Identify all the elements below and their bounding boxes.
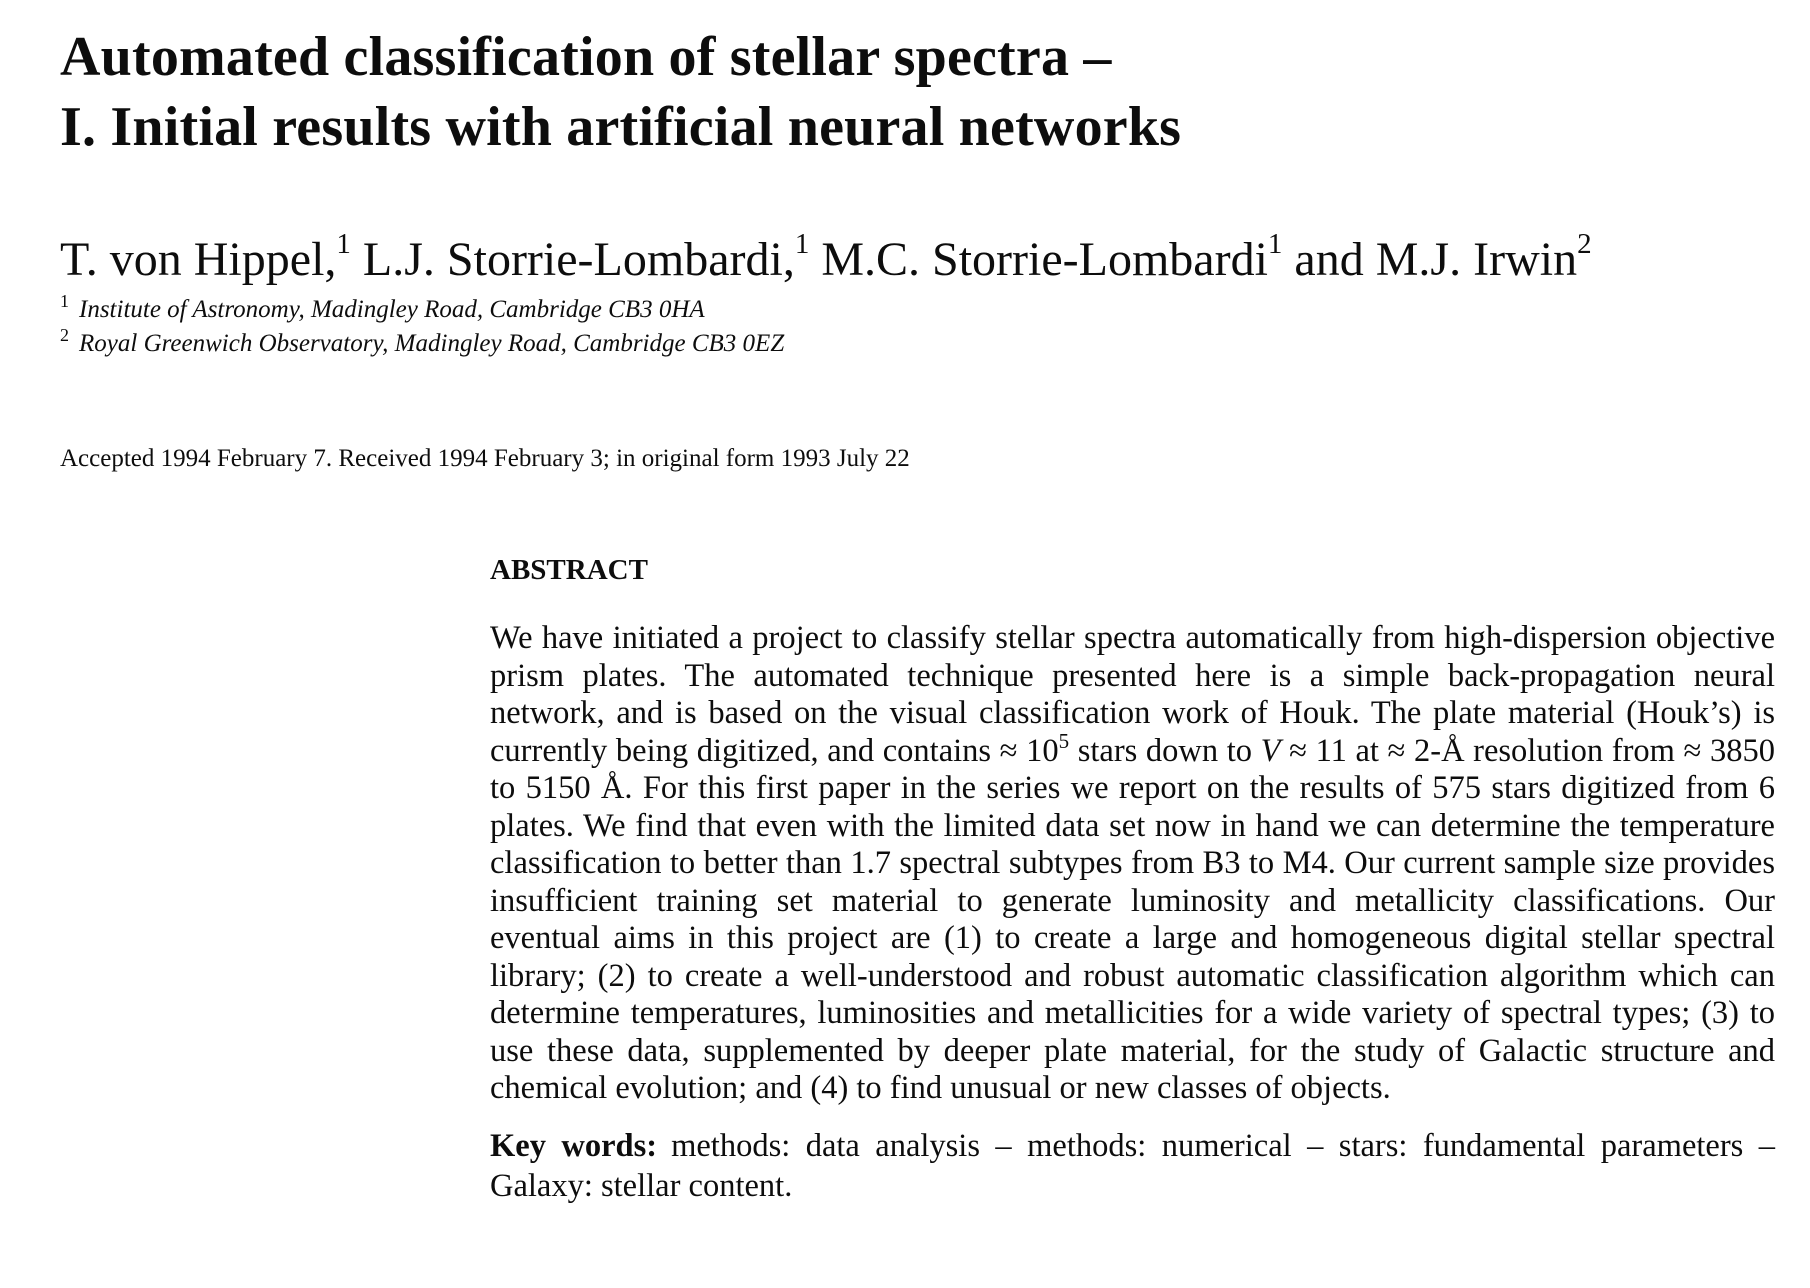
abstract-text-part-3: ≈ 11 at ≈ 2-Å resolution from ≈ 3850 to 5150 Å. For this first paper in the series we report on the results of 575 stars digitized from 6 plates. We find that even with the limited data set now in hand we can determine the temperature classification to better than 1.7 spectral subtypes from B3 to M4. Our current sample size provides insufficient training set material to generate luminosity and metallicity classifications. Our eventual aims in this project are (1) to create a large and homogeneous digital stellar spectral library; (2) to create a well-understood and robust automatic classification algorithm which can determine temperatures, luminosities and metallicities for a wide variety of spectral types; (3) to use these data, supplemented by deeper plate material, for the study of Galactic structure and chemical evolution; and (4) to find unusual or new classes of objects.: [490, 732, 1775, 1106]
author-name: L.J. Storrie-Lombardi,: [362, 233, 795, 286]
author-name: M.C. Storrie-Lombardi: [821, 233, 1268, 286]
author-name: T. von Hippel,: [60, 233, 337, 286]
keywords-text: methods: data analysis – methods: numerical – stars: fundamental parameters – Galaxy: stellar content.: [490, 1127, 1775, 1204]
affiliation-2: [60, 325, 785, 360]
abstract-text: [490, 620, 1775, 1108]
keywords-label: Key words:: [490, 1127, 658, 1164]
paper-title-line-2: I. Initial results with artificial neural networks: [60, 96, 1182, 158]
paper-title-line-1: Automated classification of stellar spectra –: [60, 26, 1112, 88]
abstract-text-part-2: stars down to: [1069, 732, 1261, 769]
affiliation-text: Royal Greenwich Observatory, Madingley Road, Cambridge CB3 0EZ: [79, 330, 785, 357]
affiliation-marker: 1: [1267, 228, 1283, 260]
abstract-heading: ABSTRACT: [490, 554, 648, 586]
abstract-section: [490, 552, 1775, 1206]
abstract-exponent: 5: [1058, 728, 1070, 753]
abstract-variable-v: V: [1260, 732, 1281, 769]
paper-title: [60, 22, 1560, 162]
author-name: M.J. Irwin: [1375, 233, 1578, 286]
affiliation-text: Institute of Astronomy, Madingley Road, Cambridge CB3 0HA: [79, 296, 705, 323]
abstract-text-part-1: We have initiated a project to classify stellar spectra automatically from high-dispersion objective prism plates. The automated technique presented here is a simple back-propagation neural network, and is based on the visual classification work of Houk. The plate material (Houk’s) is currently being digitized, and contains ≈ 10: [490, 620, 1775, 769]
affiliation-1: [60, 291, 705, 326]
affiliation-marker: 2: [1577, 228, 1592, 260]
affiliation-marker: 1: [794, 228, 810, 260]
keywords-line: [490, 1126, 1775, 1206]
author-connector: and: [1294, 233, 1364, 286]
affiliation-marker: 1: [336, 228, 351, 260]
affiliation-mark: 1: [60, 291, 69, 311]
author-list: [60, 228, 1592, 288]
publication-dates: Accepted 1994 February 7. Received 1994 February 3; in original form 1993 July 22: [60, 445, 910, 472]
affiliation-mark: 2: [60, 325, 69, 345]
